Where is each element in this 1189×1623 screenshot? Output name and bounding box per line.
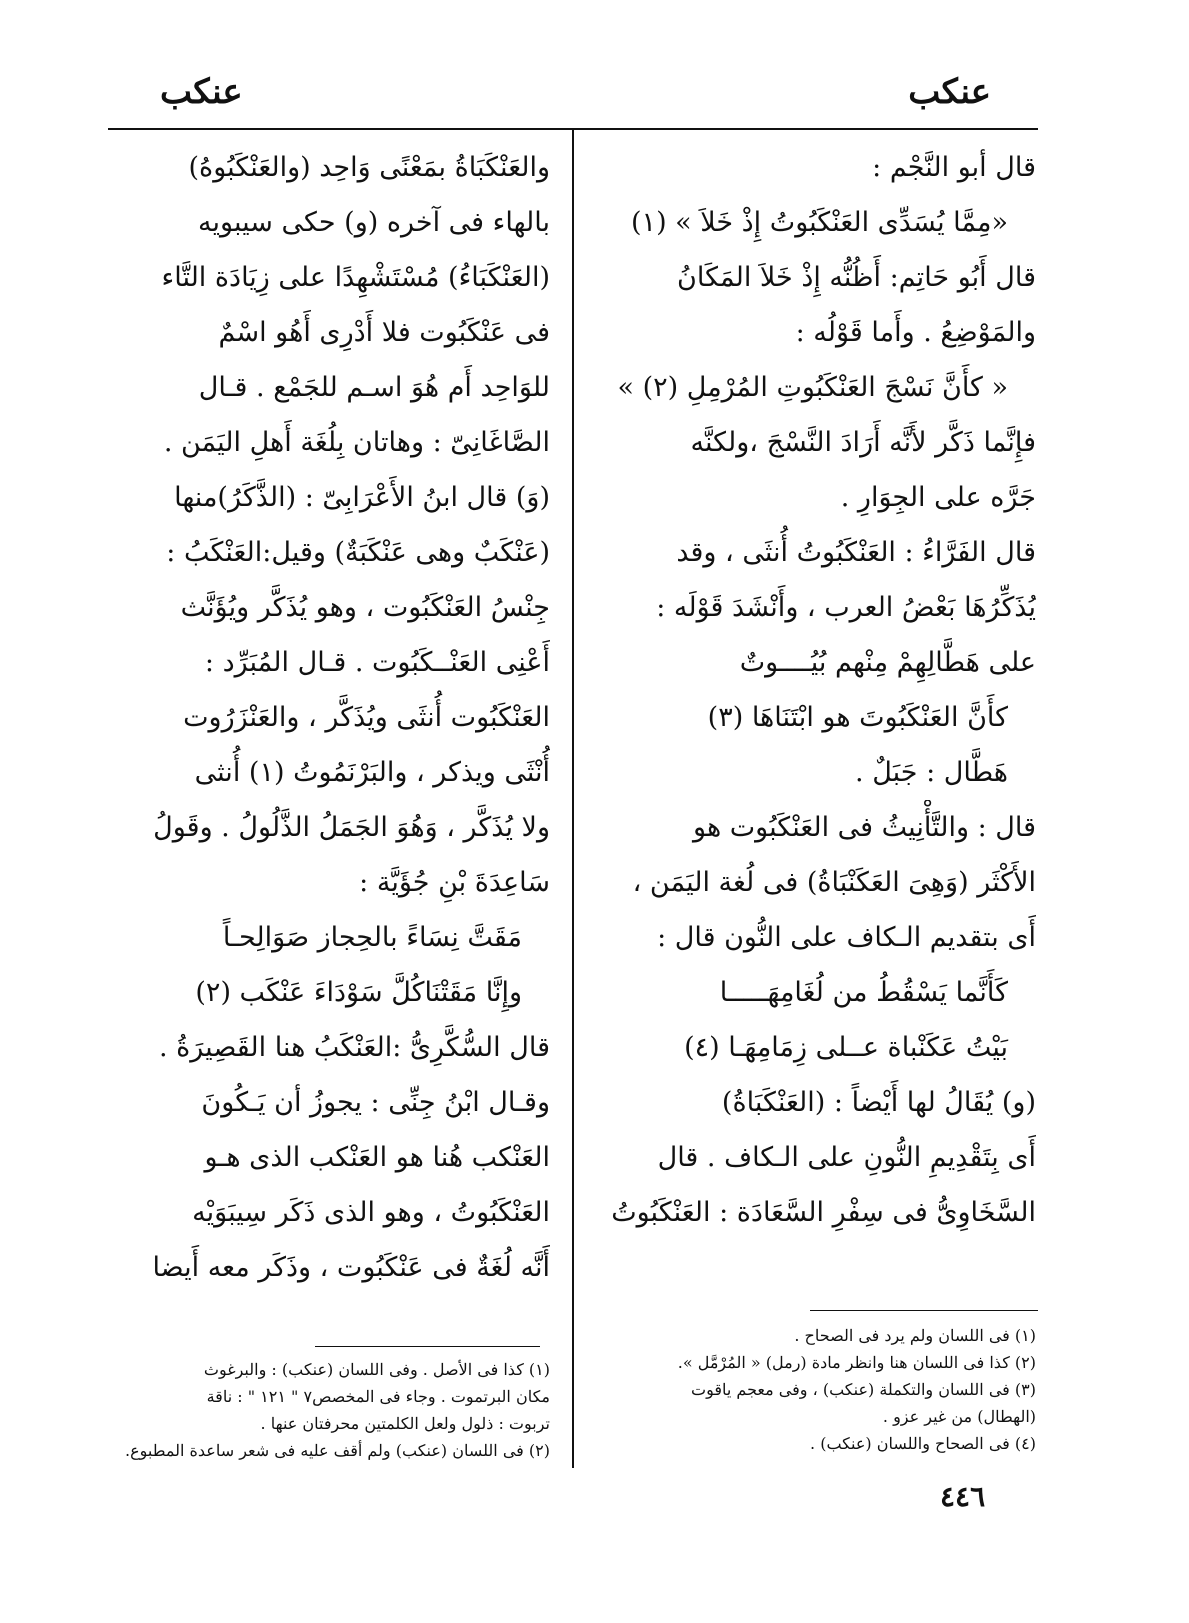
footnote: مكان البرتموت . وجاء فى المخصص٧ " ١٢١ " : ناقة [206, 1387, 550, 1406]
text-line: أَنَّه لُغَةٌ فى عَنْكَبُوت ، وذَكَر معه أَيضا [152, 1252, 550, 1283]
text-line: قال أَبُو حَاتِم: أَظُنُّه إِذْ خَلاَ المَكَانُ [677, 262, 1036, 293]
text-line: (وَ) قال ابنُ الأَعْرَابِىّ : (الذَّكَرُ)منها [174, 482, 550, 513]
verse-line: بَيْتُ عَكَنْباة عــلى زِمَامِهَـا (٤) [684, 1032, 1008, 1063]
verse-line: مَقَتَّ نِسَاءً بالحِجاز صَوَالِحـاً [222, 922, 522, 953]
verse-line: على هَطَّالِهِمْ مِنْهم بُيُــــوتٌ [739, 647, 1036, 678]
footnote-rule-right [810, 1310, 1038, 1311]
text-line: (العَنْكَبَاءُ) مُسْتَشْهِدًا على زِيَادَة التَّاء [161, 262, 550, 293]
footnote-rule-left [315, 1346, 540, 1347]
verse-line: وإِنَّا مَقَتْنَاكُلَّ سَوْدَاءَ عَنْكَب (٢) [195, 977, 522, 1008]
text-line: فإِنَّما ذَكَّر لأَنَّه أَرَادَ النَّسْجَ ،ولكنَّه [690, 427, 1036, 458]
text-line: أَى بِتَقْدِيمِ النُّونِ على الـكاف . قال [657, 1142, 1036, 1173]
footnotes-right [596, 1322, 1036, 1457]
text-line: فى عَنْكَبُوت فلا أَدْرِى أَهُو اسْمٌ [218, 317, 550, 348]
text-line: السَّخَاوِىُّ فى سِفْرِ السَّعَادَة : العَنْكَبُوتُ [611, 1197, 1036, 1228]
text-line: أُنْثَى ويذكر ، والبَرْنَمُوتُ (١) أُنثى [194, 757, 550, 788]
text-line: قال : والتَّأْنِيثُ فى العَنْكَبُوت هو [693, 812, 1036, 843]
text-line: العَنْكَبُوت أُنثَى ويُذَكَّر ، والعَنْزَرُوت [183, 702, 550, 733]
text-line: (عَنْكَبٌ وهى عَنْكَبَةٌ) وقيل:العَنْكَبُ : [166, 537, 550, 568]
text-line: الأَكْثَر (وَهِىَ العَكَنْبَاةُ) فى لُغة اليَمَن ، [632, 867, 1036, 898]
verse-line: «مِمَّا يُسَدِّى العَنْكَبُوتُ إِذْ خَلاَ » (١) [631, 207, 1008, 238]
text-line: قال الفَرَّاءُ : العَنْكَبُوتُ أُنثَى ، وقد [676, 537, 1036, 568]
text-line: والعَنْكَبَاةُ بمَعْنًى وَاحِد (والعَنْكَبُوهُ) [188, 152, 550, 183]
footnote: (الهطال) من غير عزو . [882, 1407, 1036, 1426]
footnotes-left [110, 1356, 550, 1464]
verse-line: كأَنَّ العَنْكَبُوتَ هو ابْتَنَاهَا (٣) [707, 702, 1008, 733]
running-head-right: عنكب [908, 72, 991, 112]
verse-line: « كأَنَّ نَسْجَ العَنْكَبُوتِ المُرْمِلِ (٢) » [617, 372, 1008, 403]
left-column [110, 140, 550, 1295]
footnote: (٤) فى الصحاح واللسان (عنكب) . [810, 1434, 1036, 1453]
text-line: جِنْسُ العَنْكَبُوت ، وهو يُذَكَّر ويُؤَنَّث [180, 592, 550, 623]
footnote: (١) كذا فى الأصل . وفى اللسان (عنكب) : والبرغوث [203, 1360, 550, 1379]
footnote: تربوت : ذلول ولعل الكلمتين محرفتان عنها . [260, 1414, 550, 1433]
text-line: العَنْكَبُوتُ ، وهو الذى ذَكَر سِيبَوَيْه [192, 1197, 550, 1228]
text-line: الصَّاغَانِىّ : وهاتان بِلُغَة أَهلِ اليَمَن . [163, 427, 550, 458]
column-divider [572, 128, 574, 1468]
page-number: ٤٤٦ [940, 1480, 986, 1513]
running-head-left: عنكب [160, 72, 243, 112]
footnote: (٢) كذا فى اللسان هنا وانظر مادة (رمل) « المُرْمَّل ». [677, 1353, 1036, 1372]
text-line: بالهاء فى آخره (و) حكى سيبويه [198, 207, 550, 238]
text-line: العَنْكب هُنا هو العَنْكب الذى هـو [204, 1142, 550, 1173]
verse-line: كَأَنَّما يَسْقُطُ من لُغَامِهَـــــا [719, 977, 1008, 1008]
text-line: والمَوْضِعُ . وأَما قَوْلُه : [795, 317, 1036, 348]
text-line: أَعْنِى العَنْــكَبُوت . قـال المُبَرِّد : [204, 647, 550, 678]
text-line: هَطَّال : جَبَلٌ . [855, 757, 1008, 788]
right-column [596, 140, 1036, 1240]
text-line: ولا يُذَكَّر ، وَهُوَ الجَمَلُ الذَّلُولُ . وقَولُ [153, 812, 550, 843]
text-line: للوَاحِد أَم هُوَ اسـم للجَمْع . قـال [198, 372, 550, 403]
text-line: أَى بتقديم الـكاف على النُّون قال : [657, 922, 1036, 953]
text-line: سَاعِدَةَ بْنِ جُؤَيَّة : [359, 867, 550, 898]
text-line: جَرَّه على الجِوَارِ . [840, 482, 1036, 513]
text-line: يُذَكِّرُهَا بَعْضُ العرب ، وأَنْشَدَ قَوْلَه : [656, 592, 1036, 623]
text-line: قال السُّكَّرِىُّ :العَنْكَبُ هنا القَصِيرَةُ . [158, 1032, 550, 1063]
footnote: (١) فى اللسان ولم يرد فى الصحاح . [794, 1326, 1036, 1345]
footnote: (٢) فى اللسان (عنكب) ولم أقف عليه فى شعر ساعدة المطبوع. [125, 1441, 550, 1460]
text-line: قال أبو النَّجْم : [872, 152, 1036, 183]
text-line: وقـال ابْنُ جِنِّى : يجوزُ أن يَـكُونَ [201, 1087, 550, 1118]
footnote: (٣) فى اللسان والتكملة (عنكب) ، وفى معجم ياقوت [691, 1380, 1036, 1399]
text-line: (و) يُقَالُ لها أَيْضاً : (العَنْكَبَاةُ) [721, 1087, 1036, 1118]
